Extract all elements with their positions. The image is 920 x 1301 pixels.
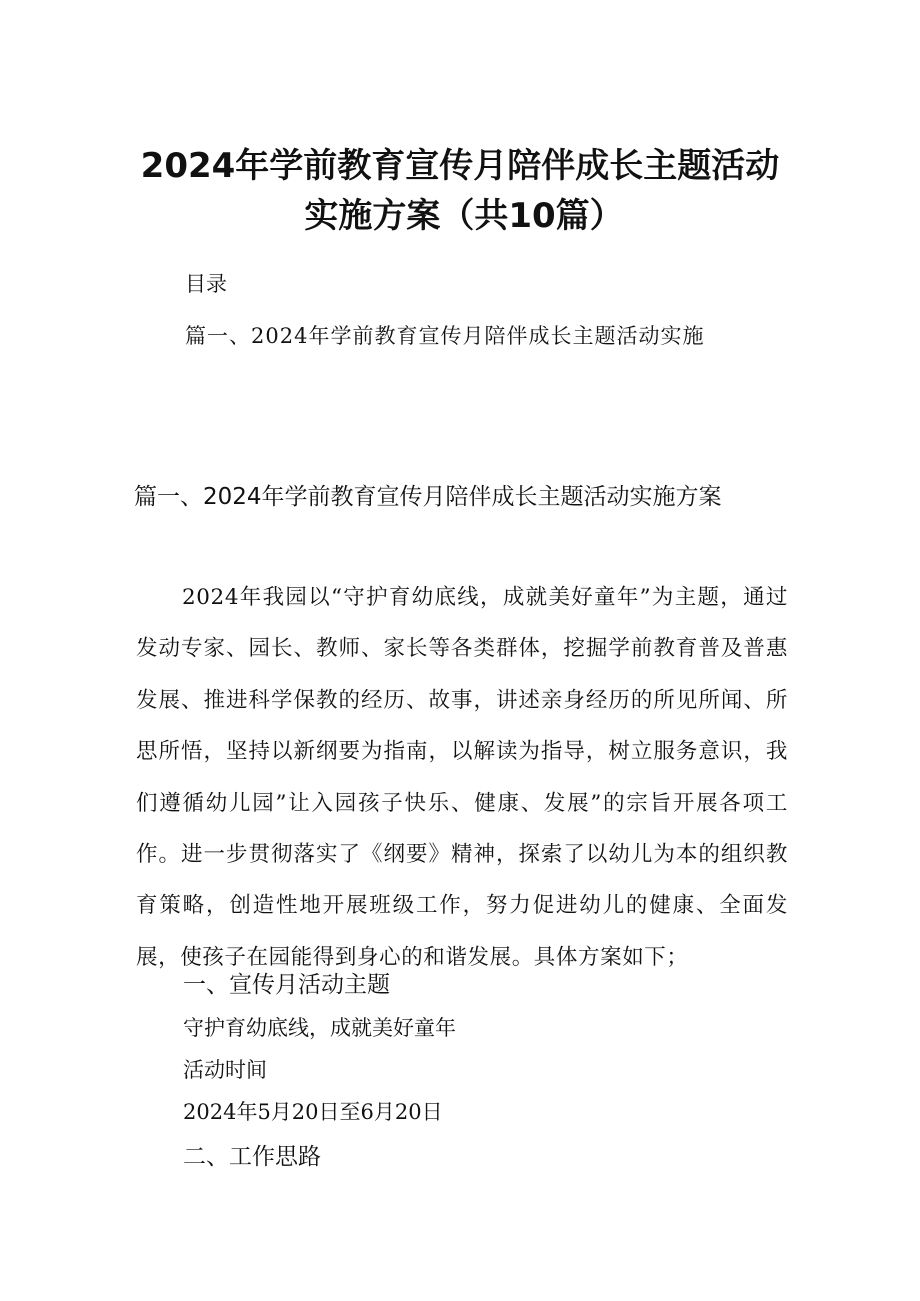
document-title-line-1: 2024年学前教育宣传月陪伴成长主题活动	[140, 146, 780, 186]
heading-theme: 一、宣传月活动主题	[183, 972, 390, 998]
toc-heading: 目录	[185, 272, 227, 296]
toc-item: 篇一、2024年学前教育宣传月陪伴成长主题活动实施	[185, 324, 705, 348]
time-label: 活动时间	[183, 1058, 267, 1082]
section-title: 篇一、2024年学前教育宣传月陪伴成长主题活动实施方案	[134, 484, 722, 510]
intro-paragraph: 2024年我园以“守护育幼底线，成就美好童年”为主题，通过发动专家、园长、教师、家长等各类群体，挖掘学前教育普及普惠发展、推进科学保教的经历、故事，讲述亲身经历的所见所闻、所思所悟，坚持以新纲要为指南，以解读为指导，树立服务意识，我们遵循幼儿园”让入园孩子快乐、健康、发展”的宗旨开展各项工作。进一步贯彻落实了《纲要》精神，探索了以幼儿为本的组织教育策略，创造性地开展班级工作，努力促进幼儿的健康、全面发展，使孩子在园能得到身心的和谐发展。具体方案如下；	[136, 585, 788, 970]
time-value: 2024年5月20日至6月20日	[183, 1100, 443, 1124]
heading-work-approach: 二、工作思路	[183, 1144, 321, 1170]
theme-text: 守护育幼底线，成就美好童年	[183, 1016, 456, 1040]
document-title-line-2: 实施方案（共10篇）	[304, 196, 624, 236]
